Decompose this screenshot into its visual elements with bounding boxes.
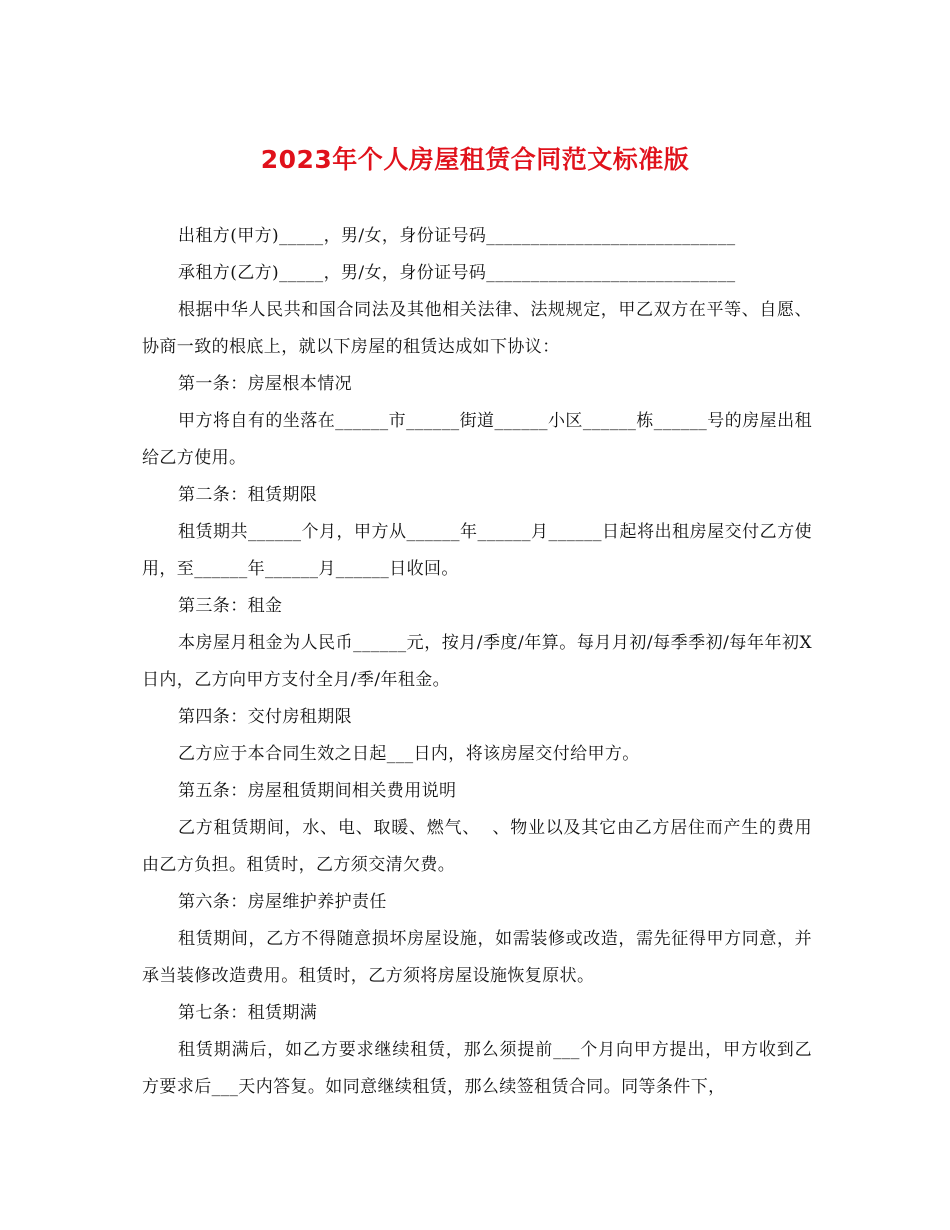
article-3-heading: 第三条：租金 (178, 596, 283, 616)
document-body (142, 218, 812, 1106)
article-1-text: 甲方将自有的坐落在______市______街道______小区______栋______号的房屋出租给乙方使用。 (142, 411, 812, 468)
article-5-heading: 第五条：房屋租赁期间相关费用说明 (178, 781, 457, 801)
paragraph-lessee: 承租方(乙方)_____，男/女，身份证号码____________________________ (178, 263, 736, 283)
article-4-heading: 第四条：交付房租期限 (178, 707, 352, 727)
article-6-heading: 第六条：房屋维护养护责任 (178, 892, 387, 912)
paragraph-lessor: 出租方(甲方)_____，男/女，身份证号码____________________________ (178, 226, 736, 246)
article-1-heading: 第一条：房屋根本情况 (178, 374, 352, 394)
article-2-heading: 第二条：租赁期限 (178, 485, 318, 505)
article-4-text: 乙方应于本合同生效之日起___日内，将该房屋交付给甲方。 (178, 744, 640, 764)
article-3-text: 本房屋月租金为人民币______元，按月/季度/年算。每月月初/每季季初/每年年初X日内，乙方向甲方支付全月/季/年租金。 (142, 633, 812, 690)
article-7-heading: 第七条：租赁期满 (178, 1003, 318, 1023)
article-2-text: 租赁期共______个月，甲方从______年______月______日起将出租房屋交付乙方使用，至______年______月______日收回。 (142, 522, 812, 579)
article-7-text: 租赁期满后，如乙方要求继续租赁，那么须提前___个月向甲方提出，甲方收到乙方要求后___天内答复。如同意继续租赁，那么续签租赁合同。同等条件下， (142, 1040, 812, 1097)
article-5-text: 乙方租赁期间，水、电、取暖、燃气、 、物业以及其它由乙方居住而产生的费用由乙方负担。租赁时，乙方须交清欠费。 (142, 818, 812, 875)
paragraph-preamble: 根据中华人民共和国合同法及其他相关法律、法规规定，甲乙双方在平等、自愿、协商一致的根底上，就以下房屋的租赁达成如下协议： (142, 300, 812, 357)
article-6-text: 租赁期间，乙方不得随意损坏房屋设施，如需装修或改造，需先征得甲方同意，并承当装修改造费用。租赁时，乙方须将房屋设施恢复原状。 (142, 929, 812, 986)
document-title: 2023年个人房屋租赁合同范文标准版 (260, 145, 690, 174)
